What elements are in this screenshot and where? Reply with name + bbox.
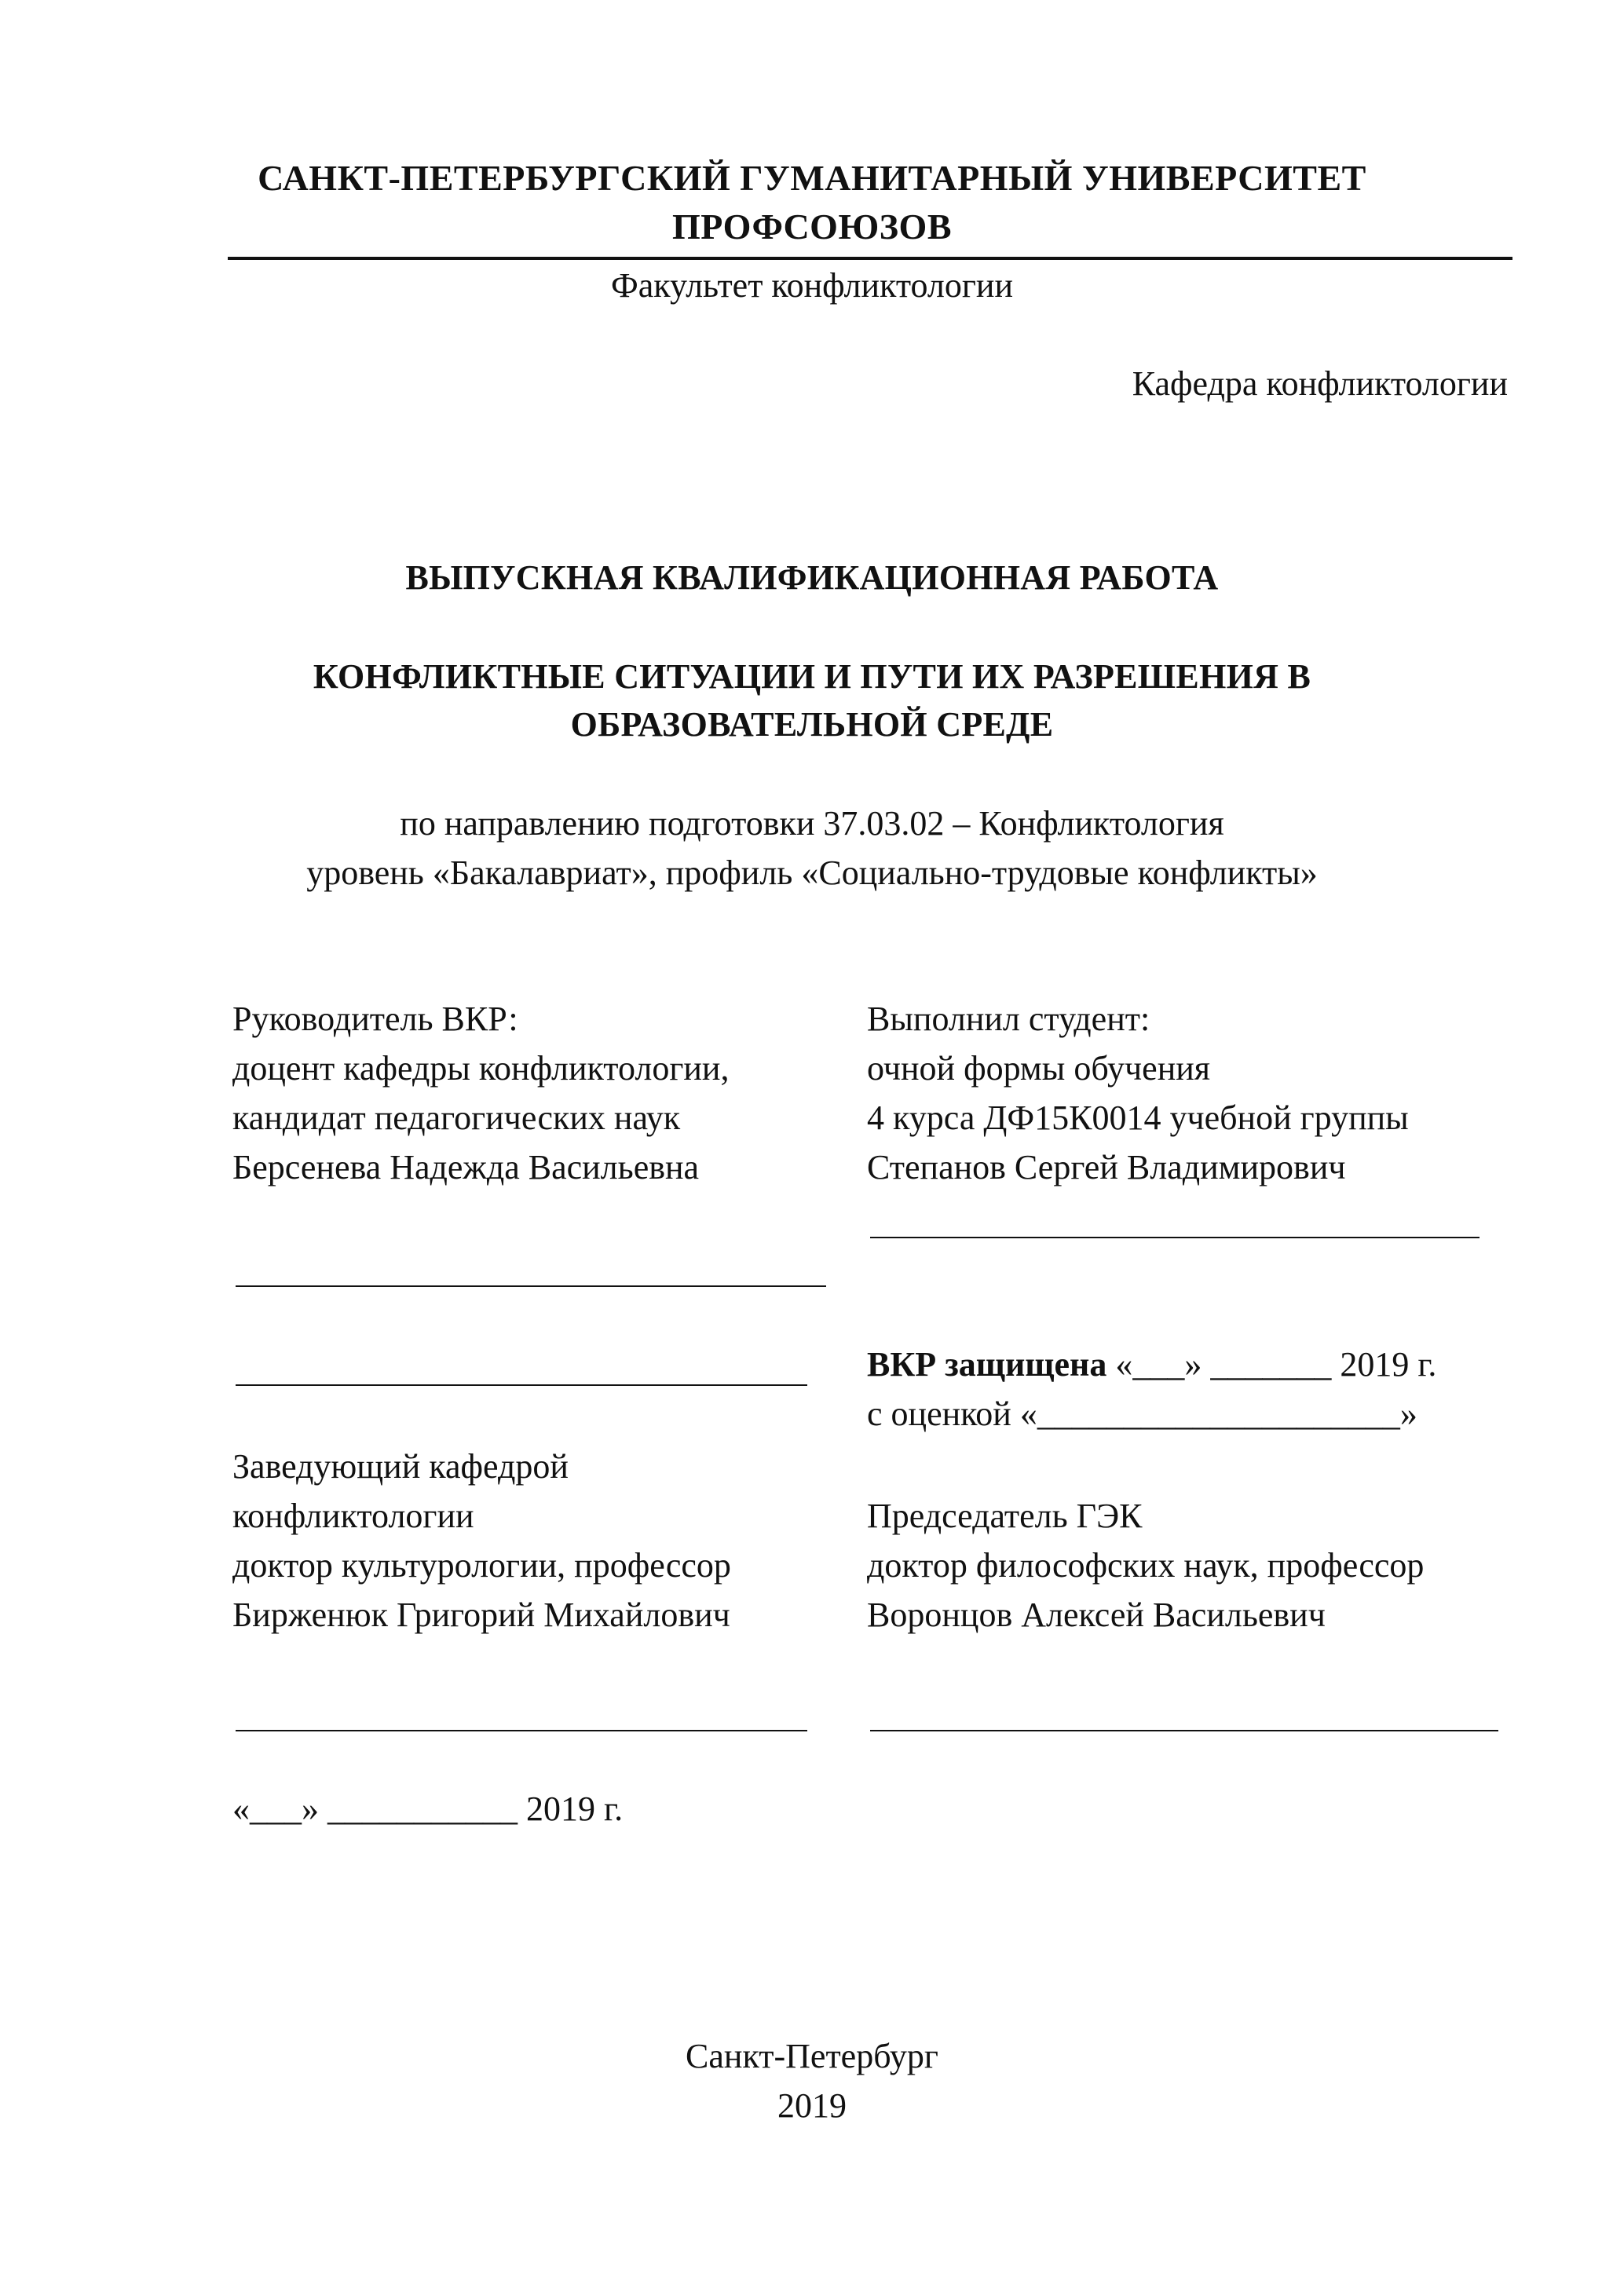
- commission-signature-line: [870, 1730, 1498, 1731]
- commission-chair-degree: доктор философских наук, профессор: [867, 1546, 1425, 1585]
- supervisor-heading: Руководитель ВКР:: [232, 1000, 518, 1038]
- faculty-name: Факультет конфликтологии: [610, 266, 1013, 305]
- head-of-department-line1: Заведующий кафедрой: [232, 1447, 569, 1486]
- approval-date: «___» ___________ 2019 г.: [232, 1790, 624, 1828]
- head-of-department-line2: конфликтологии: [232, 1497, 474, 1535]
- supervisor-position: доцент кафедры конфликтологии,: [232, 1049, 730, 1088]
- defense-date-line: [867, 1344, 1436, 1384]
- supervisor-degree: кандидат педагогических наук: [232, 1099, 681, 1137]
- work-topic-line1: КОНФЛИКТНЫЕ СИТУАЦИИ И ПУТИ ИХ РАЗРЕШЕНИЯ В: [313, 657, 1311, 696]
- work-type-title: ВЫПУСКНАЯ КВАЛИФИКАЦИОННАЯ РАБОТА: [405, 558, 1219, 597]
- head-signature-line: [236, 1730, 807, 1731]
- work-topic-line2: ОБРАЗОВАТЕЛЬНОЙ СРЕДЕ: [570, 705, 1054, 744]
- level-profile: уровень «Бакалавриат», профиль «Социально-трудовые конфликты»: [306, 854, 1318, 892]
- training-direction: по направлению подготовки 37.03.02 – Конфликтология: [400, 804, 1224, 843]
- supervisor-signature-line: [236, 1285, 826, 1287]
- head-of-department-name: Бирженюк Григорий Михайлович: [232, 1596, 730, 1634]
- student-name: Степанов Сергей Владимирович: [867, 1148, 1346, 1186]
- university-name-line1: САНКТ-ПЕТЕРБУРГСКИЙ ГУМАНИТАРНЫЙ УНИВЕРСИТЕТ: [258, 158, 1366, 198]
- footer-city: Санкт-Петербург: [686, 2037, 938, 2075]
- header-rule: [228, 257, 1512, 260]
- defense-label: ВКР защищена: [867, 1345, 1107, 1384]
- defense-grade: с оценкой «_____________________»: [867, 1395, 1417, 1433]
- student-signature-line: [870, 1237, 1480, 1238]
- footer-year: 2019: [777, 2086, 847, 2125]
- student-heading: Выполнил студент:: [867, 1000, 1150, 1038]
- head-of-department-degree: доктор культурологии, профессор: [232, 1546, 731, 1585]
- university-name-line2: ПРОФСОЮЗОВ: [672, 207, 952, 247]
- commission-chair-name: Воронцов Алексей Васильевич: [867, 1596, 1326, 1634]
- student-group: 4 курса ДФ15К0014 учебной группы: [867, 1099, 1409, 1137]
- secondary-signature-line: [236, 1384, 807, 1386]
- supervisor-name: Берсенева Надежда Васильевна: [232, 1148, 700, 1186]
- commission-chair-heading: Председатель ГЭК: [867, 1497, 1143, 1535]
- student-study-form: очной формы обучения: [867, 1049, 1211, 1088]
- department-name: Кафедра конфликтологии: [1132, 364, 1508, 403]
- defense-date: «___» _______ 2019 г.: [1106, 1345, 1437, 1384]
